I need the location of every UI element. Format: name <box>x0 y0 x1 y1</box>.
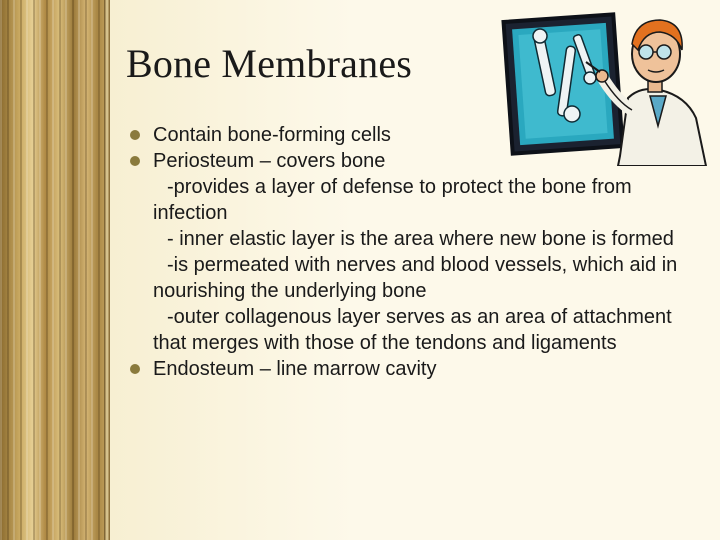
sub-point: -outer collagenous layer serves as an area of attachment that merges with those of the tendons and ligaments <box>153 306 672 354</box>
bullet-text: Endosteum – line marrow cavity <box>153 358 437 380</box>
bullet-text: Contain bone-forming cells <box>153 124 391 146</box>
slide-body <box>128 122 708 382</box>
bullet-item <box>128 122 708 148</box>
decorative-gold-border <box>0 0 108 540</box>
slide-title: Bone Membranes <box>126 41 413 86</box>
round-bullet-icon <box>130 156 140 166</box>
bullet-item <box>128 148 708 174</box>
round-bullet-icon <box>130 364 140 374</box>
bullet-text: Periosteum – covers bone <box>153 150 386 172</box>
sub-point: -is permeated with nerves and blood vessels, which aid in nourishing the underlying bone <box>153 254 678 302</box>
sub-point: - inner elastic layer is the area where new bone is formed <box>167 228 674 250</box>
round-bullet-icon <box>130 130 140 140</box>
bullet-item <box>128 356 708 382</box>
sub-point: -provides a layer of defense to protect the bone from infection <box>153 176 632 224</box>
